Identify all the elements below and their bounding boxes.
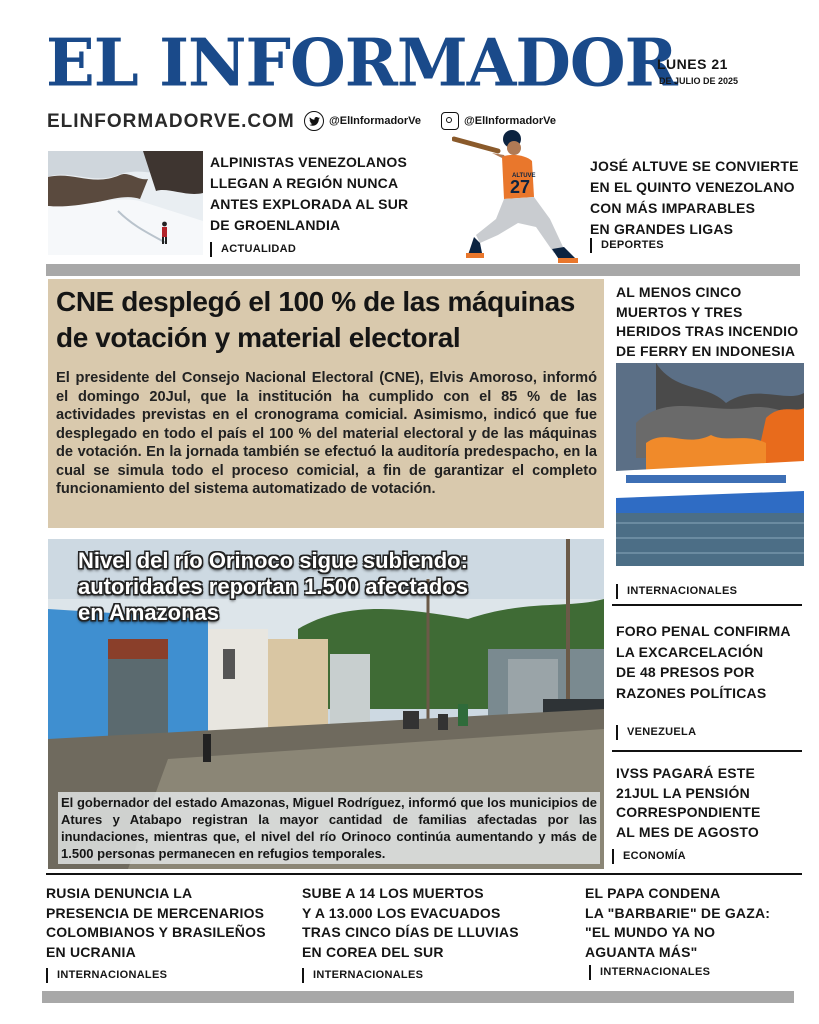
photo-title-line: autoridades reportan 1.500 afectados xyxy=(78,574,469,599)
photo-title-line: en Amazonas xyxy=(78,600,220,625)
headline-line: PRESENCIA DE MERCENARIOS xyxy=(46,904,265,921)
headline-line: TRAS CINCO DÍAS DE LLUVIAS xyxy=(302,924,519,940)
headline-line: CON MÁS IMPARABLES xyxy=(590,200,756,216)
lead-title-line: de votación y material electoral xyxy=(56,322,461,353)
headline-line: LA "BARBARIE" DE GAZA: xyxy=(585,904,771,921)
sidebar-divider xyxy=(612,604,802,606)
headline-line: JOSÉ ALTUVE SE CONVIERTE xyxy=(590,158,799,174)
photo-title-line: Nivel del río Orinoco sigue subiendo: xyxy=(78,548,468,573)
headline-line: AGUANTA MÁS" xyxy=(585,943,698,960)
lead-story-title[interactable] xyxy=(56,284,596,356)
section-tag-venezuela[interactable]: VENEZUELA xyxy=(616,725,696,740)
headline-line: Y A 13.000 LOS EVACUADOS xyxy=(302,904,501,921)
headline-line: 21JUL LA PENSIÓN xyxy=(616,784,750,801)
headline-line: DE GROENLANDIA xyxy=(210,217,341,233)
section-divider-bar xyxy=(46,264,800,276)
headline-line: FORO PENAL CONFIRMA xyxy=(616,623,791,639)
headline-line: SUBE A 14 LOS MUERTOS xyxy=(302,885,484,901)
section-tag-internacionales[interactable]: INTERNACIONALES xyxy=(616,584,737,599)
headline-line: "EL MUNDO YA NO xyxy=(585,924,716,940)
story-greenland-headline[interactable] xyxy=(210,152,410,236)
headline-line: EN UCRANIA xyxy=(46,943,136,960)
photo-story-title[interactable] xyxy=(78,548,578,626)
headline-line: LLEGAN A REGIÓN NUNCA xyxy=(210,175,399,191)
twitter-icon xyxy=(304,111,324,131)
headline-line: DE FERRY EN INDONESIA xyxy=(616,342,796,359)
headline-line: EN COREA DEL SUR xyxy=(302,943,444,960)
story-ivss-headline[interactable] xyxy=(616,764,816,842)
headline-line: EL PAPA CONDENA xyxy=(585,885,721,901)
headline-line: ANTES EXPLORADA AL SUR xyxy=(210,196,409,212)
story-rusia-headline[interactable] xyxy=(46,884,286,962)
headline-line: EN GRANDES LIGAS xyxy=(590,221,734,237)
headline-line: DE 48 PRESOS POR xyxy=(616,664,755,680)
jersey-number: 27 xyxy=(510,177,531,197)
headline-line: CORRESPONDIENTE xyxy=(616,804,761,820)
headline-line: COLOMBIANOS Y BRASILEÑOS xyxy=(46,924,266,940)
instagram-handle-text: @ElInformadorVe xyxy=(464,115,557,127)
section-tag-internacionales[interactable]: INTERNACIONALES xyxy=(589,965,710,980)
section-tag-actualidad[interactable]: ACTUALIDAD xyxy=(210,242,296,257)
headline-line: MUERTOS Y TRES xyxy=(616,303,743,320)
story-ferry-headline[interactable] xyxy=(616,283,816,361)
story-altuve-headline[interactable] xyxy=(590,156,810,240)
section-tag-deportes[interactable]: DEPORTES xyxy=(590,238,664,253)
headline-line: ALPINISTAS VENEZOLANOS xyxy=(210,154,408,170)
headline-line: HERIDOS TRAS INCENDIO xyxy=(616,323,799,339)
story-papa-headline[interactable] xyxy=(585,884,805,962)
lead-story-body: El presidente del Consejo Nacional Electoral (CNE), Elvis Amoroso, informó el domingo 20Jul, que la institución ha cumplido con el 85 % de las actividades previstas en el cronograma comicial. Asimismo, indicó que fue desplegado en todo el país el 100 % del material electoral y de las máquinas de votación. En la jornada también se efectuó la auditoría predespacho, en la cual se simula todo el proceso comicial, a fin de garantizar el completo funcionamiento del sistema automatizado de votación. xyxy=(56,370,597,497)
section-tag-internacionales[interactable]: INTERNACIONALES xyxy=(46,968,167,983)
section-tag-economia[interactable]: ECONOMÍA xyxy=(612,849,686,864)
twitter-handle-link[interactable] xyxy=(304,111,421,131)
headline-line: RUSIA DENUNCIA LA xyxy=(46,885,193,901)
ferry-fire-photo xyxy=(616,363,804,566)
story-corea-headline[interactable] xyxy=(302,884,542,962)
bottom-section-divider xyxy=(46,873,802,875)
jersey-name: ALTUVE xyxy=(512,173,536,179)
headline-line: EN EL QUINTO VENEZOLANO xyxy=(590,179,795,195)
masthead-title: EL INFORMADOR xyxy=(46,25,677,102)
section-tag-internacionales[interactable]: INTERNACIONALES xyxy=(302,968,423,983)
lead-title-line: CNE desplegó el 100 % de las máquinas xyxy=(56,286,575,317)
twitter-handle-text: @ElInformadorVe xyxy=(329,115,422,127)
headline-line: AL MENOS CINCO xyxy=(616,284,742,300)
headline-line: LA EXCARCELACIÓN xyxy=(616,643,764,660)
photo-story-caption: El gobernador del estado Amazonas, Miguel Rodríguez, informó que los municipios de Atures y Atabapo registran la mayor cantidad de familias afectadas por las inundaciones, mientras que, el nivel del río Orinoco continúa aumentando y más de 1.500 personas permanecen en refugios temporales. xyxy=(58,792,600,864)
altuve-player-photo xyxy=(452,127,582,267)
issue-date-month-year: DE JULIO DE 2025 xyxy=(659,76,739,86)
headline-line: AL MES DE AGOSTO xyxy=(616,823,759,840)
footer-bar xyxy=(42,991,794,1003)
headline-line: RAZONES POLÍTICAS xyxy=(616,684,767,701)
sidebar-divider xyxy=(612,750,802,752)
issue-date-day: LUNES 21 xyxy=(657,56,728,72)
story-foro-penal-headline[interactable] xyxy=(616,621,816,703)
greenland-photo xyxy=(48,151,203,255)
headline-line: IVSS PAGARÁ ESTE xyxy=(616,765,756,781)
website-link[interactable]: ELINFORMADORVE.COM xyxy=(47,111,295,132)
